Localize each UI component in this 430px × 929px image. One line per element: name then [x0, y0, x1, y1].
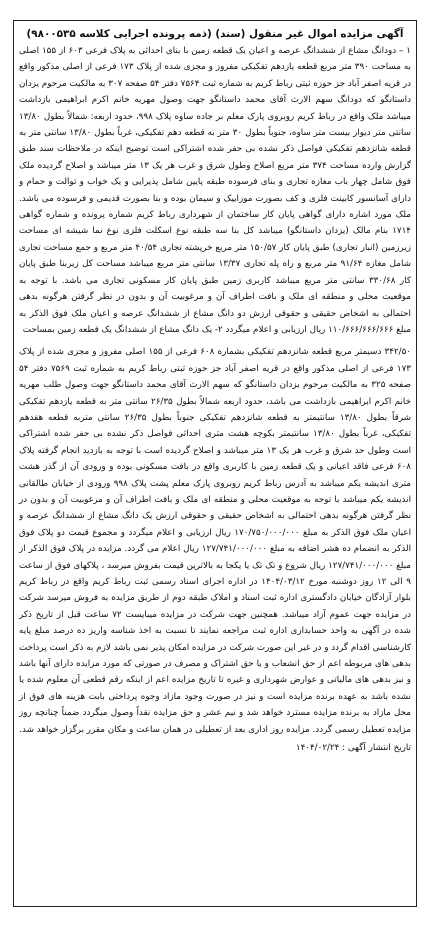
publication-date: تاریخ انتشار آگهی : ۱۴۰۴/۰۲/۲۴	[295, 743, 411, 754]
notice-title: آگهی مزایده اموال غیر منقول (سند) (ذمه پرونده اجرایی کلاسه ۹۸۰۰۵۳۵)	[26, 28, 404, 40]
notice-paragraph-2: ۳۴۲/۵۰ دسیمتر مربع قطعه شانزدهم تفکیکی بشماره ۶۰۸ فرعی از ۱۵۵ اصلی مفروز و مجزی شده از پلاک ۱۷۳ فرعی از اصلی مذکور واقع در قریه اصفر آباد جز حوزه ثبتی رباط کریم به شماره ثبت ۷۵۶۹ دفتر ۵۴ صفحه ۳۲۵ به مالکیت مرحوم یزدان داستانگو که سهم الارث آقای محمد داستانگو جهت وصول طلب مهریه خانم اکرم ابراهیمی بازداشت می باشد، حدود اربعه شمالاً بطول ۲۶/۳۵ سانتی متر به قطعه یازدهم تفکیکی شرقاً بطول ۱۳/۸۰ سانتیمتر به قطعه شانزدهم تفکیکی جنوباً بطول ۲۶/۳۵ سانتی متربه قطعه هفدهم تفکیکی، غرباً بطول ۱۳/۸۰ سانتیمتر بکوچه هشت متری احداثی فواصل ذکر نشده بی حفر شده اشتراکی است وطول حد شرق و غرب هر یک ۱۳ متر میباشد و اصلاح گردیده است با توجه به بازدید انجام گرفته پلاک ۶۰۸ فرعی فاقد اعیانی و یک قطعه زمین با کاربری واقع در بافت مسکونی بوده و ورودی آن از گذر هشت متری اندیشه یکم میباشد به آدرس رباط کریم روبروی پارک معلم پشت پلاک ۹۹۸ ورودی از خیابان طالقانی اندیشه یکم میباشد با توجه به موقعیت محلی و منطقه ای ملک و بافت اطراف آن و مرغوبیت آن و بدون در نظر گرفتن هرگونه بدهی احتمالی به اشخاص حقیقی و حقوقی ارزش یک دانگ مشاع از ششدانگ عرصه و اعیان ملک فوق الذکر به مبلغ ۱۷۰/۷۵۰/۰۰۰/۰۰۰ ریال ارزیابی و اعلام میگردد و مجموع قیمت دو پلاک فوق الذکر به انضمام ده هشر اضافه به مبلغ ۱۲۷/۷۴۱/۰۰۰/۰۰۰ ریال اعلام می گردد. مزایده در پلاک فوق الذکر از مبلغ ۱۲۷/۷۴۱/۰۰۰/۰۰۰ ریال شروع و تک تک یا یکجا به بالاترین قیمت بفروش میرسد ، پلاکهای فوق از ساعت ۹ الی ۱۲ روز دوشنبه مورخ ۱۴۰۴/۰۳/۱۲ در اداره اجرای اسناد رسمی ثبت رباط کریم واقع در رباط کریم بلوار آزادگان خیابان دادگستری اداره ثبت اسناد و املاک طبقه دوم از طریق مزایده به فروش میرسد شرکت در مزایده جهت عموم آزاد میباشد. همچنین جهت شرکت در مزایده میبایست ۷۲ ساعت قبل از تاریخ ذکر شده در آگهی به واحد حسابداری اداره ثبت مراجعه نمایند تا نسبت به اخذ شناسه واریز ده درصد مبلغ پایه کارشناسی اقدام گردد و در غیر این صورت شرکت در مزایده امکان پذیر نمی باشد لازم به ذکر است پرداخت بدهی های مربوطه اعم از حق انشعاب و یا حق اشتراک و مصرف در صورتی که مورد مزایده دارای آنها باشد و نیز بدهی های مالیاتی و عوارض شهرداری و غیره تا تاریخ مزایده اعم از اینکه رقم قطعی آن معلوم شده یا نشده باشد به عهده برنده مزایده است و نیز در صورت وجود مازاد وجوه پرداختی بابت هزینه های فوق از محل مازاد به برنده مزایده مسترد خواهد شد و نیم عشر و حق مزایده نقداً وصول میگردد ضمناً چنانچه روز مزایده تعطیل رسمی گردد. مزایده روز اداری بعد از تعطیلی در همان ساعت و مکان مقرر برگزار خواهد شد.	[19, 347, 412, 735]
notice-paragraph-1: ۱ – دودانگ مشاع از ششدانگ عرصه و اعیان یک قطعه زمین با بنای احداثی به پلاک فرعی ۶۰۳ از ۱۵۵ اصلی به مساحت ۳۹۰ متر مربع قطعه یازدهم تفکیکی مفروز و مجزی شده از پلاک ۱۷۳ فرعی از اصلی مذکور واقع در قریه اصفر آباد جز حوزه ثبتی رباط کریم به شماره ثبت ۷۵۶۴ دفتر ۵۴ صفحه ۳۰۷ به مالکیت مرحوم یزدان داستانگو که دودانگ سهم الارث آقای محمد داستانگو جهت وصول مهریه خانم اکرم ابراهیمی بازداشت میباشد ملک واقع در رباط کریم روبروی پارک معلم بر جاده ساوه پلاک ۹۹۸، حدود اربعه: شمالاً بطول ۱۳/۸۰ سانتی متر دیوار بیست متر ساوه، جنوباً بطول ۳۰ متر به قطعه دهم تفکیکی، غرباً بطول ۱۳/۸۰ سانتی متر به قطعه شانزدهم تفکیکی فواصل ذکر نشده بی حفر شده اشتراکی است توضیح اینکه در ملاحظات سند طبق گزارش وارده مساحت ۳۷۴ متر مربع اصلاح وطول شرق و غرب هر یک ۱۳ متر میباشد و اصلاح گردیده ملک فوق شامل چهار باب مغازه تجاری و بنای فرسوده طبقه پایین شامل پذیرایی و یک خواب و توالت و حمام و دارای آسانسور کابینت فلزی و کف بصورت موزاییک و سیمان بوده و بنا بصورت قدیمی و فرسوده می باشد. ملک مورد اشاره دارای گواهی پایان کار ساختمان از شهرداری رباط کریم شماره پرونده و شماره گواهی ۱۷۱۴ بنام مالک (یزدان داستانگو) میباشد کل بنا سه طبقه نوع اسکلت فلزی نوع نما شیشه ای مساحت زیرزمین (انبار تجاری) طبق پایان کار ۱۵۰/۵۷ متر مربع خرپشته تجاری ۴۰/۵۴ متر مربع و جمع مساحت تجاری شامل مغازه ۹۱/۶۴ متر مربع و راه پله تجاری ۱۳/۳۷ سانتی متر مربع میباشد مساحت کل زیربنا طبق پایان کار ۳۳۰/۶۸ سانتی متر مربع میباشد کاربری زمین طبق پایان کار مسکونی تجاری می باشد. با توجه به موقعیت محلی و منطقه ای ملک و بافت اطراف آن و مرغوبیت آن و بدون در نظر گرفتن هرگونه بدهی احتمالی به اشخاص حقیقی و حقوقی ارزش دو دانگ مشاع از ششدانگ عرصه و اعیان ملک فوق الذکر به مبلغ ۱۱۰/۶۶۶/۶۶۶/۶۶۶ ریال ارزیابی و اعلام میگردد ۲- یک دانگ مشاع از ششدانگ یک قطعه زمین بمساحت	[19, 46, 412, 335]
auction-notice	[19, 26, 411, 756]
